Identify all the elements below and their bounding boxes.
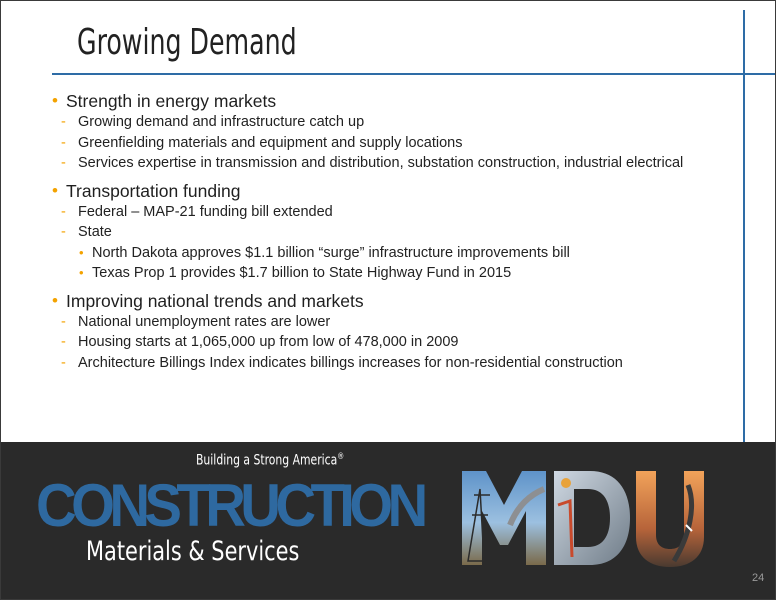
title-underline xyxy=(52,73,776,75)
sub-bullet xyxy=(52,133,732,154)
sub-bullet xyxy=(52,312,732,333)
sub-bullet xyxy=(52,353,732,374)
dash-marker: - xyxy=(61,354,66,371)
sub-bullet-text: Growing demand and infrastructure catch up xyxy=(78,114,365,130)
bullet-heading: • Strength in energy markets xyxy=(52,90,732,112)
sub-sub-bullet-text: North Dakota approves $1.1 billion “surge” infrastructure improvements bill xyxy=(92,244,570,261)
dash-marker: - xyxy=(61,134,66,151)
tagline xyxy=(196,452,344,469)
mdu-logo-icon xyxy=(460,465,706,571)
bullet-content xyxy=(52,90,732,373)
bullet-heading: • Improving national trends and markets xyxy=(52,290,732,312)
dash-marker: - xyxy=(61,224,66,240)
sub-bullet-text: Greenfielding materials and equipment and supply locations xyxy=(78,134,463,151)
sub-bullet-text: Services expertise in transmission and distribution, substation construction, industrial electrical xyxy=(78,155,684,171)
dash-marker: - xyxy=(61,155,66,171)
dash-marker: - xyxy=(61,203,66,220)
sub-bullet-text: Federal – MAP-21 funding bill extended xyxy=(78,203,333,220)
page-number: 24 xyxy=(752,572,765,584)
bullet-heading: • Transportation funding xyxy=(52,180,732,202)
dash-marker: - xyxy=(61,313,66,330)
sub-bullet-text: National unemployment rates are lower xyxy=(78,313,331,330)
sub-bullet xyxy=(52,222,732,243)
construction-wordmark: CONSTRUCTION xyxy=(36,472,423,539)
sub-bullet-text: Housing starts at 1,065,000 up from low of 478,000 in 2009 xyxy=(78,334,459,350)
dash-marker: - xyxy=(61,334,66,350)
sub-bullet xyxy=(52,153,732,174)
sub-sub-bullet xyxy=(52,243,732,264)
dot-marker: • xyxy=(79,244,84,260)
tagline-text: Building a Strong America xyxy=(196,452,338,469)
dash-marker: - xyxy=(61,114,66,130)
sub-sub-bullet-text: Texas Prop 1 provides $1.7 billion to State Highway Fund in 2015 xyxy=(92,265,512,281)
sub-bullet xyxy=(52,112,732,133)
sub-bullet-text: State xyxy=(78,224,112,240)
sub-bullet xyxy=(52,202,732,223)
registered-mark: ® xyxy=(337,452,345,462)
sub-sub-bullet xyxy=(52,263,732,284)
dot-marker: • xyxy=(79,265,84,280)
sub-bullet-text: Architecture Billings Index indicates billings increases for non-residential construction xyxy=(78,354,623,371)
materials-services-text: Materials & Services xyxy=(86,536,300,567)
slide-title: Growing Demand xyxy=(77,22,297,63)
sub-bullet xyxy=(52,332,732,353)
